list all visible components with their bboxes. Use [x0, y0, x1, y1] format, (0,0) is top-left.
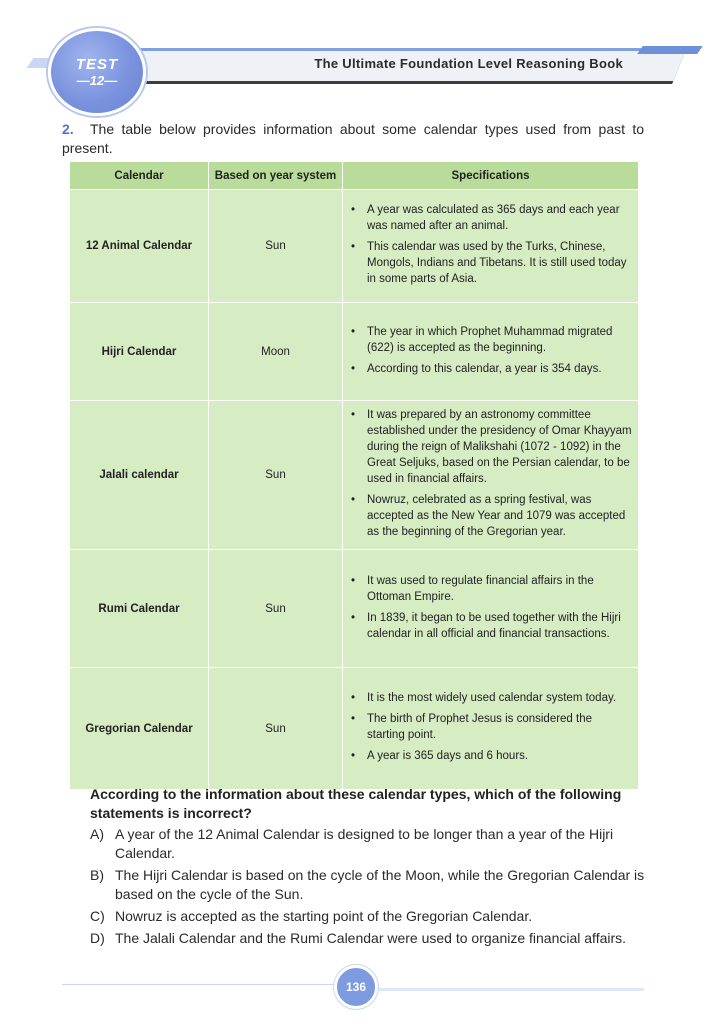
spec-item: • It was prepared by an astronomy committee established under the presidency of Omar Khayyam during the reign of Malikshahi (1072 - 1092) in the Great Seljuks, based on the Persian calendar, to be used in financial affairs. — [347, 407, 632, 487]
calendar-table — [69, 161, 639, 790]
spec-item: • It is the most widely used calendar system today. — [347, 690, 632, 706]
header-accent — [637, 46, 703, 54]
answer-options — [90, 825, 650, 951]
option-text: A year of the 12 Animal Calendar is designed to be longer than a year of the Hijri Calendar. — [115, 826, 614, 861]
year-system: Sun — [209, 550, 343, 668]
column-header-year-system: Based on year system — [209, 162, 343, 190]
footer-rule — [62, 984, 334, 985]
option-text: Nowruz is accepted as the starting point of the Gregorian Calendar. — [115, 908, 533, 924]
calendar-name: Gregorian Calendar — [70, 668, 209, 790]
table-row — [70, 190, 639, 303]
calendar-name: Jalali calendar — [70, 401, 209, 550]
question-number: 2. — [62, 121, 74, 137]
spec-item: • According to this calendar, a year is 354 days. — [347, 361, 632, 377]
specifications-cell — [343, 401, 639, 550]
option-c[interactable] — [90, 907, 650, 926]
spec-item: • Nowruz, celebrated as a spring festival, was accepted as the New Year and 1079 was accepted as the beginning of the Gregorian year. — [347, 492, 632, 540]
spec-item: • The birth of Prophet Jesus is considered the starting point. — [347, 711, 632, 743]
spec-item: • It was used to regulate financial affairs in the Ottoman Empire. — [347, 573, 632, 605]
question-intro — [62, 120, 644, 158]
option-b[interactable] — [90, 866, 650, 904]
specifications-cell — [343, 550, 639, 668]
year-system: Sun — [209, 190, 343, 303]
badge-label: TEST — [75, 56, 119, 73]
footer-rule — [372, 988, 644, 991]
badge-number: —12— — [76, 73, 118, 88]
calendar-name: Rumi Calendar — [70, 550, 209, 668]
option-a[interactable] — [90, 825, 650, 863]
test-badge — [48, 28, 146, 116]
year-system: Moon — [209, 303, 343, 401]
question-intro-text: The table below provides information about some calendar types used from past to present. — [62, 121, 644, 156]
option-text: The Hijri Calendar is based on the cycle of the Moon, while the Gregorian Calendar is based on the cycle of the Sun. — [115, 867, 645, 902]
book-title: The Ultimate Foundation Level Reasoning Book — [314, 56, 623, 71]
option-d[interactable] — [90, 929, 650, 948]
calendar-name: Hijri Calendar — [70, 303, 209, 401]
page-number: 136 — [334, 965, 378, 1009]
table-row — [70, 401, 639, 550]
specifications-cell — [343, 668, 639, 790]
specifications-cell — [343, 190, 639, 303]
spec-item: • This calendar was used by the Turks, Chinese, Mongols, Indians and Tibetans. It is still used today in some parts of Asia. — [347, 239, 632, 287]
spec-item: • A year was calculated as 365 days and each year was named after an animal. — [347, 202, 632, 234]
column-header-specifications: Specifications — [343, 162, 639, 190]
spec-item: • A year is 365 days and 6 hours. — [347, 748, 632, 764]
column-header-calendar: Calendar — [70, 162, 209, 190]
table-row — [70, 550, 639, 668]
question-stem: According to the information about these calendar types, which of the following statements is incorrect? — [90, 786, 622, 821]
year-system: Sun — [209, 401, 343, 550]
table-header-row — [70, 162, 639, 190]
option-letter: D) — [90, 930, 105, 946]
table-row — [70, 668, 639, 790]
table-row — [70, 303, 639, 401]
specifications-cell — [343, 303, 639, 401]
calendar-name: 12 Animal Calendar — [70, 190, 209, 303]
option-text: The Jalali Calendar and the Rumi Calendar were used to organize financial affairs. — [115, 930, 627, 946]
year-system: Sun — [209, 668, 343, 790]
option-letter: B) — [90, 867, 104, 883]
spec-item: • In 1839, it began to be used together with the Hijri calendar in all official and financial transactions. — [347, 610, 632, 642]
spec-item: • The year in which Prophet Muhammad migrated (622) is accepted as the beginning. — [347, 324, 632, 356]
option-letter: C) — [90, 908, 105, 924]
option-letter: A) — [90, 826, 104, 842]
